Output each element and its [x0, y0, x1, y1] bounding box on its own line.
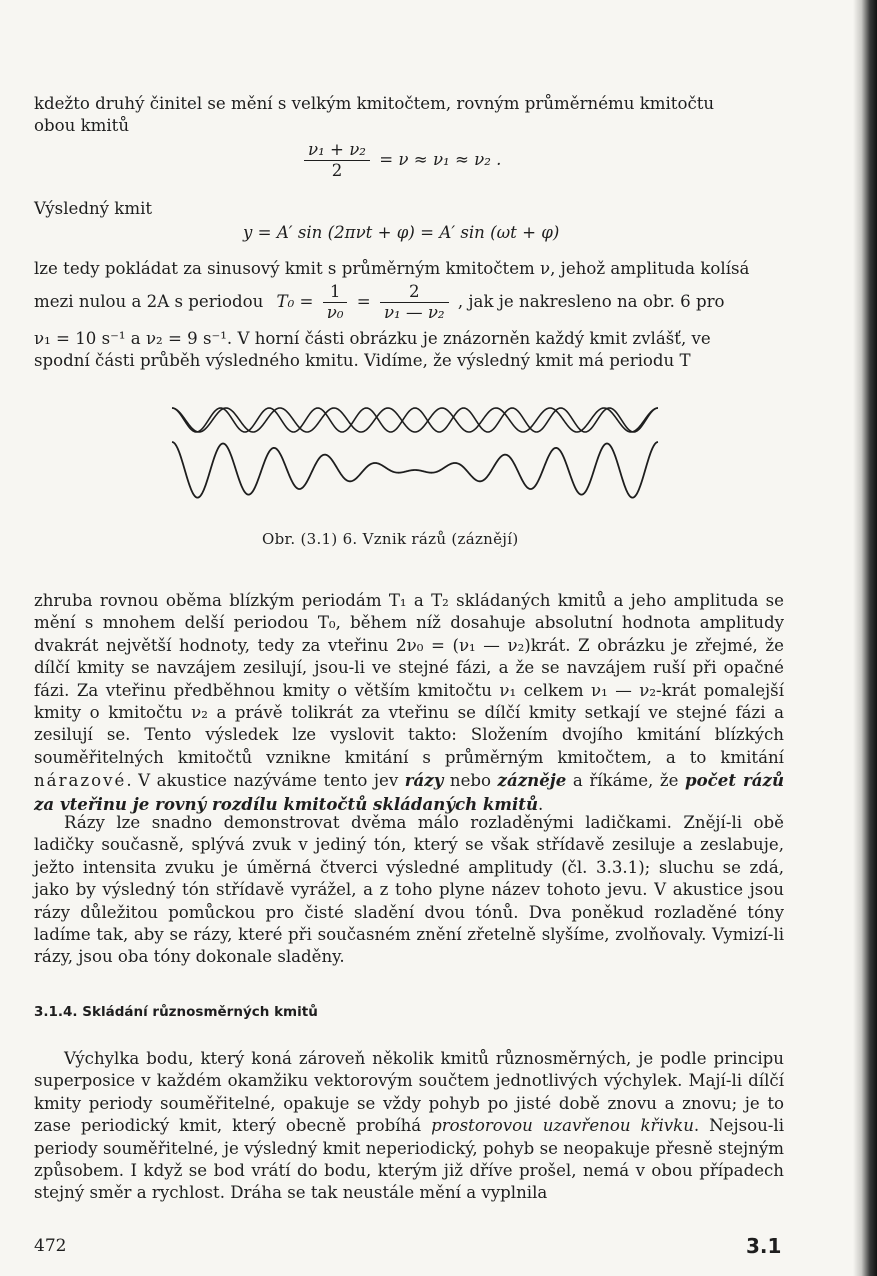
para2-line-2: [34, 282, 725, 323]
intro-line-1: kdežto druhý činitel se mění s velkým kmitočtem, rovným průměrnému kmitočtu: [34, 94, 715, 113]
para3-text-c: nebo: [443, 771, 498, 791]
figure-caption: Obr. (3.1) 6. Vznik rázů (záznějí): [262, 530, 519, 548]
equals-sign: =: [356, 292, 371, 311]
beat-rule: počet rázů za vteřinu je rovný rozdílu kmitočtů skládaných kmitů: [34, 770, 785, 814]
para2-l2-pre: mezi nulou a 2A s periodou: [34, 292, 264, 311]
para2-line-3: ν₁ = 10 s⁻¹ a ν₂ = 9 s⁻¹. V horní části obrázku je znázorněn každý kmit zvlášť, ve: [34, 329, 711, 348]
para3-text-e: .: [538, 794, 544, 814]
page-number: 472: [34, 1236, 67, 1256]
resulting-label: Výsledný kmit: [34, 199, 153, 218]
para3-text-a: zhruba rovnou oběma blízkým periodám T₁ a T₂ skládaných kmitů a jeho amplituda se mění s mnohem delší periodou T₀, během níž dosahuje absolutní hodnota amplitudy dvakrát největší hodnoty, tedy za vteřinu 2ν₀ = (ν₁ — ν₂)krát. Z obrázku je zřejmé, že dílčí kmity se navzájem zesilují, jsou-li ve stejné fázi, a že se navzájem ruší při opačné fázi. Za vteřinu předběhnou kmity o větším kmitočtu ν₁ celkem ν₁ — ν₂-krát pomalejší kmity o kmitočtu ν₂ a právě tolikrát za vteřinu se dílčí kmity setkají ve stejné fázi a zesilují se. Tento výsledek lze vyslovit takto: Složením dvojího kmitání blízkých souměřitelných kmitočtů vznikne kmitání s průměrným kmitočtem, a to kmitání: [34, 591, 784, 767]
wave-nu2: [172, 408, 658, 432]
para2-line-1: lze tedy pokládat za sinusový kmit s průměrným kmitočtem ν, jehož amplituda kolísá: [34, 259, 750, 278]
para3-spaced-word: nárazové: [34, 771, 127, 791]
para5-text-b: . Nejsou-li periody souměřitelné, je výsledný kmit neperiodický, pohyb se neopakuje přesně stejným způsobem. I když se bod vrátí do bodu, kterým již dříve prošel, nemá v obou případech stejný směr a rychlost. Dráha se tak neustále mění a vyplnila: [34, 1116, 785, 1203]
para2-line-4: spodní části průběh výsledného kmitu. Vidíme, že výsledný kmit má periodu T: [34, 351, 691, 370]
f1-numerator: 1: [323, 282, 348, 303]
wave-resultant: [172, 442, 658, 498]
term-zazneje: zázněje: [497, 770, 567, 791]
mean-denominator: 2: [331, 161, 343, 180]
para4: Rázy lze snadno demonstrovat dvěma málo rozladěnými ladičkami. Znějí-li obě ladičky současně, splývá zvuk v jediný tón, který se však střídavě zesiluje a zeslabuje, ježto intensita zvuku je úměrná čtverci výsledné amplitudy (čl. 3.3.1); sluchu se zdá, jako by výsledný tón střídavě vyrážel, a z toho plyne název tohoto jevu. V akustice jsou rázy důležitou pomůckou pro čisté sladění dvou tónů. Dva poněkud rozladěné tóny ladíme tak, aby se rázy, které při současném znění zřetelně slyšíme, zvolňovaly. Vymizí-li rázy, jsou oba tóny dokonale sladěny.: [34, 813, 784, 967]
para5-italic-term: prostorovou uzavřenou křivku: [431, 1116, 694, 1136]
para2-l2-post: , jak je nakresleno na obr. 6 pro: [457, 292, 725, 311]
beats-figure: [168, 398, 662, 510]
term-razy: rázy: [404, 770, 444, 791]
period-fraction-1: [323, 282, 348, 323]
para3-text-b: . V akustice nazýváme tento jev: [126, 771, 405, 791]
resulting-equation: y = A′ sin (2πνt + φ) = A′ sin (ωt + φ): [243, 223, 560, 242]
t0-symbol: T₀ =: [276, 292, 314, 311]
para5-text-a: Výchylka bodu, který koná zároveň několik kmitů různosměrných, je podle principu superposice v každém okamžiku vektorovým součtem jednotlivých výchylek. Mají-li dílčí kmity periody souměřitelné, opakuje se vždy pohyb po jisté době znovu a znovu; je to zase periodický kmit, který obecně probíhá: [34, 1049, 784, 1136]
para3-text-d: a říkáme, že: [566, 771, 685, 791]
mean-numerator: ν₁ + ν₂: [304, 140, 370, 161]
mean-rhs: = ν ≈ ν₁ ≈ ν₂ .: [379, 150, 502, 169]
period-fraction-2: [380, 282, 449, 323]
para5: [34, 1048, 784, 1205]
page-edge-shadow: [853, 0, 877, 1276]
section-heading: 3.1.4. Skládání různosměrných kmitů: [34, 1004, 318, 1020]
mean-fraction: [304, 140, 370, 181]
para3: [34, 590, 784, 816]
f2-numerator: 2: [380, 282, 449, 303]
f2-denominator: ν₁ — ν₂: [383, 303, 445, 322]
wave-nu1: [172, 408, 658, 432]
mean-frequency-equation: [300, 140, 501, 181]
section-mark: 3.1: [746, 1234, 782, 1258]
intro-line-2: obou kmitů: [34, 116, 130, 135]
f1-denominator: ν₀: [326, 303, 344, 322]
